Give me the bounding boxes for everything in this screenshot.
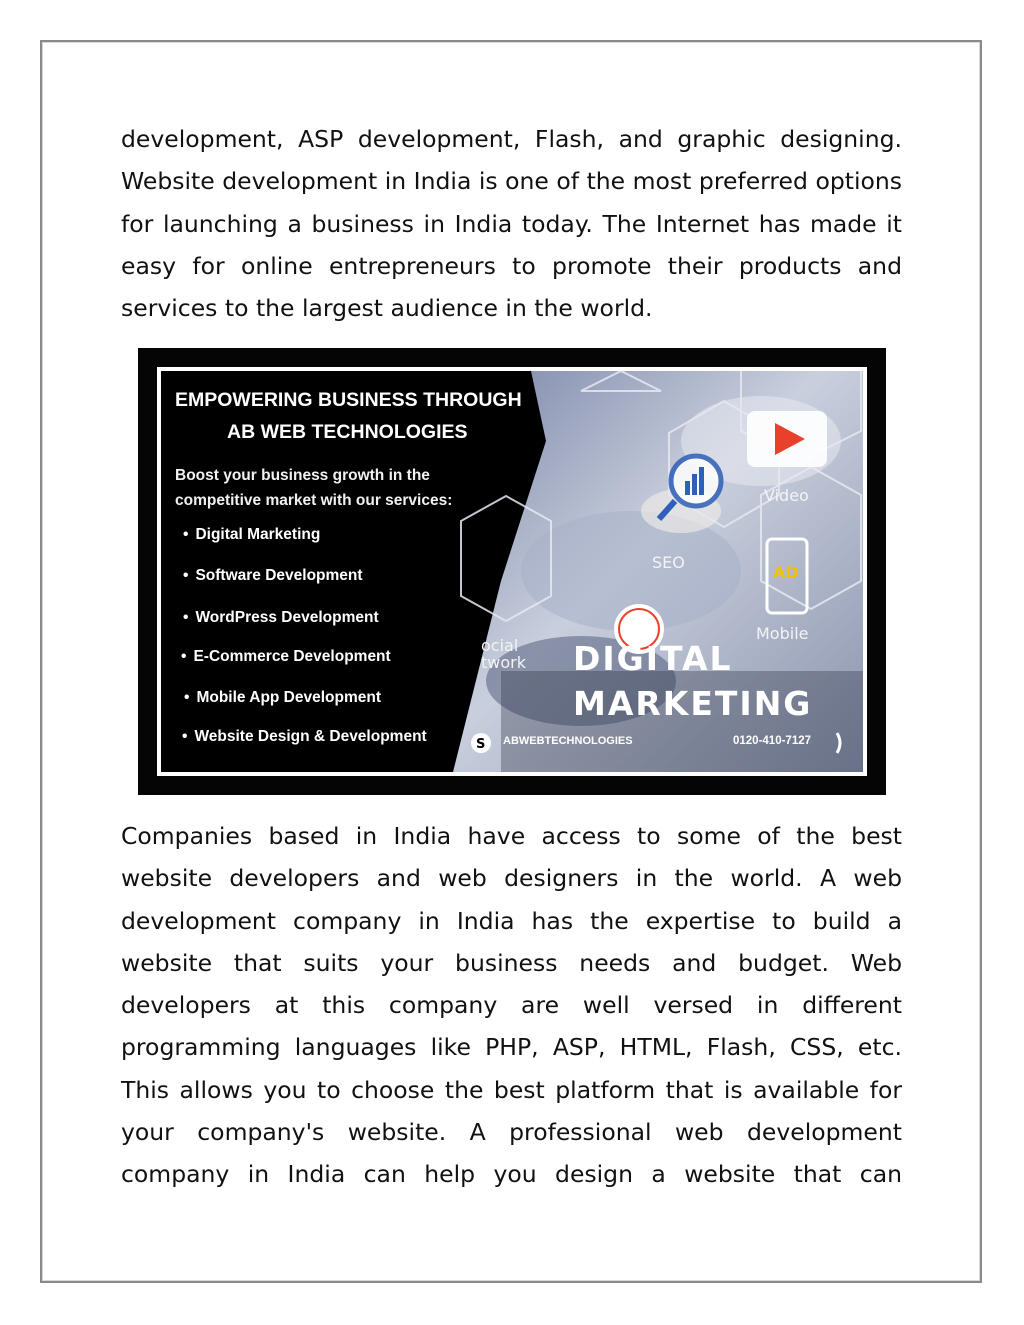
- banner-title-line-1: EMPOWERING BUSINESS THROUGH: [175, 389, 522, 411]
- hex-label-mobile: Mobile: [756, 624, 809, 643]
- hex-label-social: ocial twork: [481, 636, 526, 672]
- promo-banner: [138, 348, 886, 795]
- ad-badge: AD: [773, 563, 799, 582]
- svg-text:S: S: [476, 737, 486, 752]
- banner-title-line-2: AB WEB TECHNOLOGIES: [227, 421, 468, 443]
- list-item: • Mobile App Development: [184, 689, 381, 707]
- paragraph-intro: development, ASP development, Flash, and graphic designing. Website development in India is one of the most preferred options for launching a business in India today. The Internet has made it easy for online entrepreneurs to promote their products and services to the largest audience in the world.: [121, 125, 902, 323]
- hex-label-seo: SEO: [652, 553, 685, 572]
- headline-digital: DIGITAL: [573, 639, 733, 678]
- banner-inner-frame: [157, 367, 867, 776]
- paragraph-companies: Companies based in India have access to some of the best website developers and web designers in the world. A web development company in India has the expertise to build a website that suits your business needs and budget. Web developers at this company are well versed in different programming languages like PHP, ASP, HTML, Flash, CSS, etc. This allows you to choose the best platform that is available for your company's website. A professional web development company in India can help you design a website that can: [121, 822, 902, 1189]
- list-item: • Website Design & Development: [182, 728, 427, 746]
- hex-label-video: Video: [764, 486, 809, 505]
- banner-intro: Boost your business growth in the competitive market with our services:: [175, 467, 453, 509]
- list-item: • Digital Marketing: [183, 526, 320, 544]
- list-item: • WordPress Development: [183, 609, 379, 627]
- headline-marketing: MARKETING: [573, 684, 813, 723]
- social-handle: ABWEBTECHNOLOGIES: [503, 735, 633, 747]
- list-item: • E-Commerce Development: [181, 648, 391, 666]
- ab-logo-mark: AB: [624, 618, 652, 638]
- list-item: • Software Development: [183, 567, 363, 585]
- phone-number: 0120-410-7127: [733, 735, 812, 747]
